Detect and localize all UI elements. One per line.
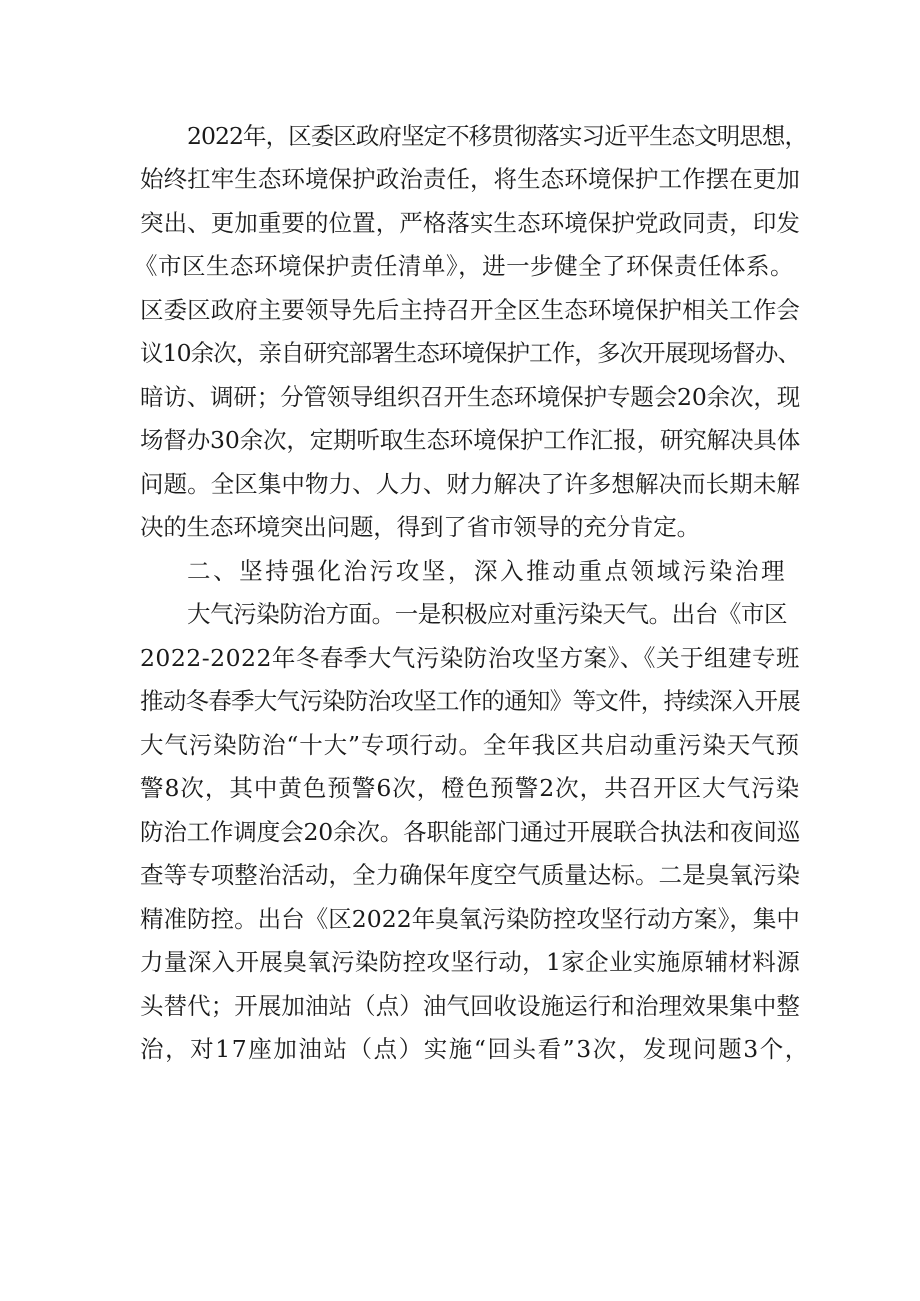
text-line: 治，对17座加油站（点）实施“回头看”3次，发现问题3个，	[140, 1035, 810, 1063]
paragraph-2-line-6	[0, 814, 920, 850]
text-line: 精准防控。出台《区2022年臭氧污染防控攻坚行动方案》，集中	[140, 905, 800, 933]
paragraph-1-line-6	[0, 335, 920, 371]
paragraph-1-line-4	[0, 248, 920, 284]
paragraph-2-line-3	[0, 683, 920, 719]
paragraph-2-line-11	[0, 1031, 920, 1067]
paragraph-1-line-3	[0, 205, 920, 241]
text-line: 2022-2022年冬春季大气污染防治攻坚方案》、《关于组建专班	[140, 644, 800, 672]
paragraph-2-line-8	[0, 901, 920, 937]
paragraph-1-line-2	[0, 161, 920, 197]
text-line: 防治工作调度会20余次。各职能部门通过开展联合执法和夜间巡	[140, 818, 801, 846]
text-line: 头替代；开展加油站（点）油气回收设施运行和治理效果集中整	[140, 992, 800, 1020]
paragraph-1-line-9	[0, 466, 920, 502]
text-line: 区委区政府主要领导先后主持召开全区生态环境保护相关工作会	[140, 296, 800, 324]
section-heading	[0, 553, 920, 589]
paragraph-2-line-2	[0, 640, 920, 676]
text-line: 2022年，区委区政府坚定不移贯彻落实习近平生态文明思想，	[187, 122, 808, 150]
text-line: 决的生态环境突出问题，得到了省市领导的充分肯定。	[140, 513, 700, 541]
text-line: 突出、更加重要的位置，严格落实生态环境保护党政同责，印发	[140, 209, 800, 237]
text-line: 推动冬春季大气污染防治攻坚工作的通知》等文件，持续深入开展	[140, 687, 801, 715]
text-line: 力量深入开展臭氧污染防控攻坚行动，1家企业实施原辅材料源	[140, 948, 801, 976]
paragraph-1-line-5	[0, 292, 920, 328]
paragraph-2-line-10	[0, 988, 920, 1024]
paragraph-2-line-5	[0, 770, 920, 806]
paragraph-2-line-4	[0, 727, 920, 763]
heading-text: 二、坚持强化治污攻坚，深入推动重点领域污染治理	[187, 557, 788, 585]
text-line: 暗访、调研；分管领导组织召开生态环境保护专题会20余次，现	[140, 383, 801, 411]
paragraph-1-line-7	[0, 379, 920, 415]
paragraph-1-line-1	[0, 118, 920, 154]
text-line: 问题。全区集中物力、人力、财力解决了许多想解决而长期未解	[140, 470, 800, 498]
paragraph-2-line-7	[0, 857, 920, 893]
paragraph-1-line-8	[0, 422, 920, 458]
text-line: 警8次，其中黄色预警6次，橙色预警2次，共召开区大气污染	[140, 774, 801, 802]
paragraph-2-line-9	[0, 944, 920, 980]
paragraph-2-line-1	[0, 596, 920, 632]
text-line: 议10余次，亲自研究部署生态环境保护工作，多次开展现场督办、	[140, 339, 801, 367]
text-line: 大气污染防治“十大”专项行动。全年我区共启动重污染天气预	[140, 731, 800, 759]
text-line: 始终扛牢生态环境保护政治责任，将生态环境保护工作摆在更加	[140, 165, 800, 193]
text-line: 《市区生态环境保护责任清单》，进一步健全了环保责任体系。	[134, 252, 794, 280]
text-line: 查等专项整治活动，全力确保年度空气质量达标。二是臭氧污染	[140, 861, 800, 889]
paragraph-1-line-10	[0, 509, 920, 545]
text-line: 场督办30余次，定期听取生态环境保护工作汇报，研究解决具体	[140, 426, 801, 454]
text-line: 大气污染防治方面。一是积极应对重污染天气。出台《市区	[187, 600, 788, 628]
